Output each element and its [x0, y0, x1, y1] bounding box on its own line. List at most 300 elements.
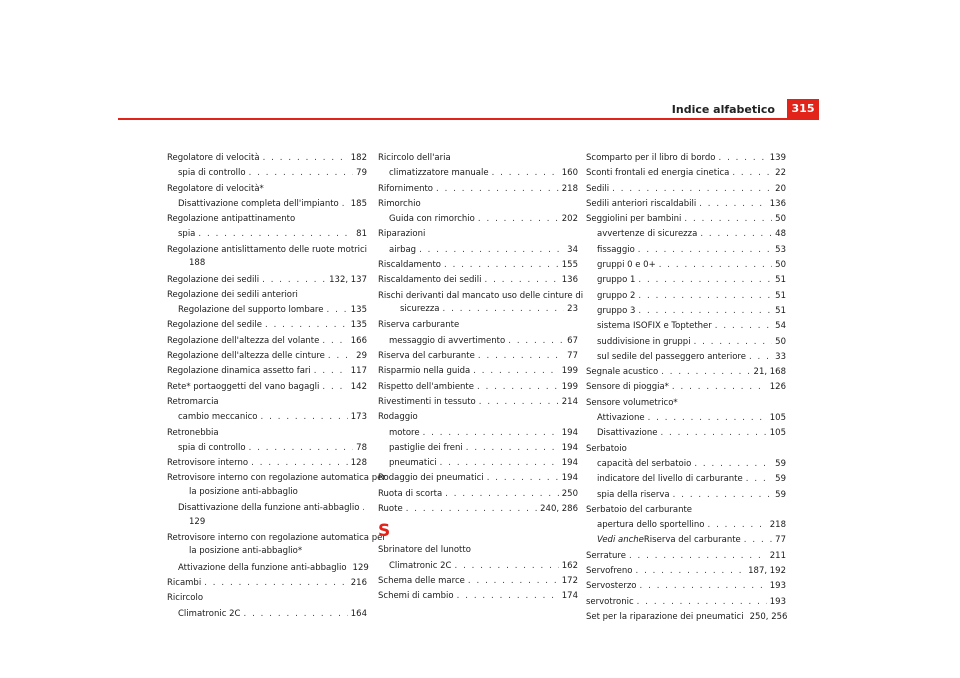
dot-leader — [749, 350, 772, 365]
dot-leader — [322, 380, 347, 395]
index-entry — [586, 166, 786, 181]
index-entry — [378, 574, 578, 589]
index-page-ref: 53 — [775, 244, 786, 255]
page-title: Indice alfabetico — [671, 103, 775, 116]
index-entry-continuation-text: la posizione anti-abbaglio* — [189, 546, 303, 557]
index-entry-text: Rivestimenti in tessuto — [378, 396, 476, 407]
dot-leader — [508, 334, 564, 349]
index-entry-continuation — [167, 258, 367, 273]
index-entry-text: Ricircolo — [167, 593, 204, 604]
index-entry-line — [586, 380, 786, 395]
index-entry-line — [378, 559, 578, 574]
dot-leader — [715, 319, 772, 334]
index-subentry — [586, 258, 786, 273]
index-entry — [378, 543, 578, 558]
index-entry-text: Seggiolini per bambini — [586, 214, 682, 225]
index-entry-text: Scomparto per il libro di bordo — [586, 153, 716, 163]
index-entry-text: Retrovisore interno con regolazione automatica per — [167, 533, 386, 544]
dot-leader — [263, 151, 348, 166]
index-subentry — [586, 533, 786, 548]
index-entry — [378, 395, 578, 410]
index-entry-text: spia — [178, 229, 196, 240]
index-entry-text: Disattivazione — [597, 428, 658, 439]
index-entry-line — [378, 166, 578, 181]
index-entry-text: Riserva del carburante — [378, 351, 475, 362]
index-entry-text: Regolatore di velocità — [167, 153, 260, 163]
index-entry-text: messaggio di avvertimento — [389, 335, 506, 346]
dot-leader — [612, 182, 772, 197]
index-page-ref: 105 — [769, 428, 786, 439]
index-page-ref: 218 — [561, 183, 578, 194]
index-entry-text: Retrovisore interno — [167, 458, 249, 469]
index-page-ref: 59 — [775, 489, 786, 500]
dot-leader — [638, 289, 772, 304]
index-entry-line — [167, 426, 367, 441]
index-entry-text: indicatore del livello di carburante — [597, 474, 743, 485]
index-entry — [586, 549, 786, 564]
index-entry — [586, 365, 786, 380]
dot-leader — [744, 533, 772, 548]
index-entry-line — [586, 273, 786, 288]
index-subentry — [586, 304, 786, 319]
dot-leader — [659, 258, 772, 273]
index-subentry — [586, 289, 786, 304]
index-entry — [378, 349, 578, 364]
index-entry-line — [167, 456, 367, 471]
index-entry-continuation — [167, 546, 367, 561]
dot-leader — [342, 197, 348, 212]
index-entry-line — [167, 227, 367, 242]
index-entry — [378, 364, 578, 379]
dot-leader — [635, 564, 745, 579]
index-entry-line — [167, 441, 367, 456]
index-entry-text: Regolazione dei sedili — [167, 274, 260, 285]
index-entry — [586, 442, 786, 457]
dot-leader — [478, 212, 559, 227]
index-page-ref: 194 — [561, 473, 578, 484]
index-entry-text: Ruota di scorta — [378, 488, 443, 499]
index-subentry — [167, 410, 367, 425]
index-page-ref: 50 — [775, 260, 786, 271]
index-entry-line — [167, 273, 367, 288]
index-subentry — [167, 501, 367, 531]
index-entry-text: Retrovisore interno con regolazione automatica per — [167, 473, 386, 484]
index-entry-text: spia di controllo — [178, 168, 246, 179]
index-entry-text: Regolatore di velocità* — [167, 183, 264, 194]
index-entry-text: Sensore di pioggia* — [586, 382, 669, 393]
index-entry-text: apertura dello sportellino — [597, 520, 705, 531]
dot-leader — [466, 441, 559, 456]
index-entry — [586, 610, 786, 625]
index-entry — [586, 151, 786, 166]
index-entry-line — [586, 227, 786, 242]
index-subentry — [378, 243, 578, 258]
index-entry-text: Riserva del carburante — [643, 535, 741, 546]
index-entry-line — [378, 197, 578, 212]
dot-leader — [243, 607, 347, 622]
index-entry-line — [167, 471, 386, 486]
dot-leader — [660, 426, 766, 441]
dot-leader — [249, 441, 354, 456]
index-entry-line — [378, 543, 578, 558]
index-entry — [167, 380, 367, 395]
index-page-ref: 194 — [561, 427, 578, 438]
index-entry-line — [586, 212, 786, 227]
index-page-ref: 34 — [567, 244, 578, 255]
index-entry — [167, 243, 367, 273]
index-entry — [167, 334, 367, 349]
dot-leader — [492, 166, 559, 181]
index-page-ref: 20 — [775, 183, 786, 194]
dot-leader — [457, 589, 559, 604]
index-entry-text: Riscaldamento — [378, 260, 441, 271]
index-page-ref: 51 — [775, 275, 786, 286]
index-entry-line — [586, 258, 786, 273]
index-page-ref: 211 — [769, 550, 786, 561]
index-entry-line — [586, 549, 786, 564]
index-entry-line — [167, 197, 367, 212]
index-entry-line — [378, 273, 578, 288]
index-entry-text: Regolazione del supporto lombare — [178, 305, 324, 316]
index-entry-text: Risparmio nella guida — [378, 366, 471, 377]
index-entry-text: Ricircolo dell'aria — [378, 153, 451, 163]
index-entry-line — [586, 304, 786, 319]
index-entry-text: airbag — [389, 244, 417, 255]
index-entry-text: Rodaggio — [378, 412, 418, 423]
dot-leader — [640, 579, 767, 594]
dot-leader — [694, 457, 772, 472]
index-entry — [167, 576, 367, 591]
dot-leader — [487, 471, 559, 486]
index-page-ref: 199 — [561, 366, 578, 377]
index-entry — [378, 197, 578, 212]
index-entry-text: gruppo 1 — [597, 275, 636, 286]
index-entry — [378, 471, 578, 486]
index-page-ref: 250, 256 — [749, 611, 788, 622]
index-entry-line — [378, 289, 584, 304]
index-entry-line — [586, 518, 786, 533]
index-entry-line — [378, 212, 578, 227]
index-entry-text: Regolazione antislittamento delle ruote motrici — [167, 244, 368, 255]
index-page-ref: 214 — [561, 396, 578, 407]
index-page-ref: 187, 192 — [748, 566, 786, 577]
index-entry-text: Retromarcia — [167, 396, 219, 407]
index-entry-line — [167, 395, 367, 410]
index-page-ref: 50 — [775, 214, 786, 225]
index-column-2 — [378, 151, 584, 605]
index-entry — [167, 364, 367, 379]
index-entry — [378, 227, 578, 242]
index-page-ref: 21, 168 — [753, 367, 786, 378]
index-page-ref: 194 — [561, 458, 578, 469]
index-entry-text: Disattivazione della funzione anti-abbaglio — [178, 503, 360, 514]
dot-leader — [684, 212, 772, 227]
dot-leader — [638, 273, 772, 288]
index-entry — [586, 380, 786, 395]
index-subentry — [378, 456, 578, 471]
index-entry-line — [586, 503, 786, 518]
index-entry-line — [167, 212, 367, 227]
header-rule — [118, 118, 819, 120]
index-entry-text: Sensore volumetrico* — [586, 397, 678, 408]
index-page-ref: 155 — [561, 260, 578, 271]
index-column-3 — [586, 151, 786, 625]
index-entry-text: Climatronic 2C — [389, 560, 452, 571]
index-entry — [586, 212, 786, 227]
dot-leader — [718, 151, 766, 166]
index-entry — [167, 273, 367, 288]
dot-leader — [485, 273, 559, 288]
index-entry — [167, 531, 386, 561]
index-entry-text: Segnale acustico — [586, 367, 659, 378]
index-page-ref: 129 — [352, 562, 369, 573]
index-subentry — [586, 472, 786, 487]
index-page-ref: 202 — [561, 214, 578, 225]
index-entry-line — [586, 197, 786, 212]
dot-leader — [443, 304, 565, 315]
dot-leader — [436, 182, 559, 197]
index-entry-text: Servosterzo — [586, 581, 637, 592]
index-page-ref: 23 — [567, 303, 578, 314]
index-page-ref: 128 — [350, 458, 367, 469]
index-entry-text: spia della riserva — [597, 489, 670, 500]
index-entry-text: Regolazione dell'altezza delle cinture — [167, 351, 325, 362]
index-page-ref: 185 — [350, 198, 367, 209]
dot-leader — [648, 411, 767, 426]
index-entry-line — [586, 151, 786, 166]
index-entry — [586, 197, 786, 212]
index-page-ref: 77 — [775, 535, 786, 546]
index-page-ref: 132, 137 — [329, 274, 367, 285]
dot-leader — [322, 334, 347, 349]
index-entry-line — [167, 182, 367, 197]
index-page-ref: 199 — [561, 381, 578, 392]
index-entry-line — [167, 607, 367, 622]
index-entry-continuation-text: la posizione anti-abbaglio — [189, 486, 298, 497]
index-entry — [167, 395, 367, 410]
index-subentry — [378, 559, 578, 574]
index-page-ref: 79 — [356, 168, 367, 179]
index-subentry — [586, 518, 786, 533]
dot-leader — [249, 166, 354, 181]
dot-leader — [673, 488, 773, 503]
dot-leader — [694, 335, 773, 350]
index-page-ref: 105 — [769, 413, 786, 424]
index-subentry — [586, 319, 786, 334]
index-entry — [586, 579, 786, 594]
index-page-ref: 193 — [769, 596, 786, 607]
index-entry-text: Rete* portaoggetti del vano bagagli — [167, 381, 320, 392]
dot-leader — [707, 518, 766, 533]
index-entry-text: motore — [389, 427, 420, 438]
index-entry-text: Schema delle marce — [378, 575, 465, 586]
index-subentry — [586, 457, 786, 472]
index-entry-line — [586, 610, 786, 625]
index-entry-line — [167, 576, 367, 591]
index-page-ref: 29 — [356, 351, 367, 362]
index-page-ref: 240, 286 — [540, 504, 578, 515]
index-entry-text: suddivisione in gruppi — [597, 336, 691, 347]
index-entry-line — [586, 289, 786, 304]
index-entry — [586, 503, 786, 518]
index-entry-line — [378, 410, 578, 425]
index-entry-text: gruppo 3 — [597, 305, 636, 316]
index-entry-line — [378, 349, 578, 364]
index-page-ref: 218 — [769, 520, 786, 531]
index-entry-continuation — [167, 487, 367, 502]
index-entry-text: Regolazione dinamica assetto fari — [167, 366, 311, 377]
index-entry — [378, 589, 578, 604]
index-entry-line — [586, 411, 786, 426]
index-entry-line — [586, 396, 786, 411]
index-entry-line — [586, 564, 786, 579]
dot-leader — [261, 410, 348, 425]
index-entry-line — [586, 182, 786, 197]
index-page-ref: 135 — [350, 305, 367, 316]
index-subentry — [586, 335, 786, 350]
index-entry-text: Sedili anteriori riscaldabili — [586, 198, 697, 209]
index-entry — [586, 595, 786, 610]
dot-leader — [406, 502, 537, 517]
index-page-ref: 162 — [561, 560, 578, 571]
index-entry-line — [586, 472, 786, 487]
index-entry-text: Serbatoio del carburante — [586, 504, 693, 515]
dot-leader — [454, 559, 558, 574]
index-entry-line — [586, 595, 786, 610]
index-entry-line — [586, 426, 786, 441]
index-entry — [378, 182, 578, 197]
dot-leader — [204, 576, 348, 591]
index-subentry — [586, 227, 786, 242]
see-also-label: Vedi anche — [597, 535, 644, 546]
dot-leader — [445, 487, 559, 502]
index-entry-text: Regolazione del sedile — [167, 320, 262, 331]
dot-leader — [638, 304, 772, 319]
index-subentry — [586, 488, 786, 503]
index-entry-line — [167, 501, 367, 516]
dot-leader — [265, 318, 348, 333]
index-entry-line — [378, 182, 578, 197]
index-entry-line — [378, 380, 578, 395]
index-entry-text: Rispetto dell'ambiente — [378, 381, 474, 392]
index-entry-line — [586, 243, 786, 258]
index-entry-text: sul sedile del passeggero anteriore — [597, 351, 746, 362]
index-subentry — [167, 197, 367, 212]
index-entry-line — [586, 488, 786, 503]
index-subentry — [167, 441, 367, 456]
index-page-ref: 81 — [356, 229, 367, 240]
index-page-ref: 250 — [561, 488, 578, 499]
index-page-ref: 33 — [775, 351, 786, 362]
index-subentry — [586, 243, 786, 258]
index-entry-line — [167, 166, 367, 181]
index-entry-line — [167, 561, 367, 576]
index-page-ref: 78 — [356, 442, 367, 453]
index-subentry — [378, 212, 578, 227]
index-entry-text: Sedili — [586, 183, 610, 194]
index-entry-line — [586, 335, 786, 350]
index-page-ref: 126 — [769, 382, 786, 393]
index-entry-line — [378, 502, 578, 517]
index-entry-line — [167, 318, 367, 333]
index-entry-continuation — [378, 304, 578, 319]
index-entry-line — [167, 380, 367, 395]
index-subentry — [378, 441, 578, 456]
index-page-ref: 117 — [350, 366, 367, 377]
index-entry-text: sistema ISOFIX e Toptether — [597, 321, 712, 332]
index-entry-line — [586, 166, 786, 181]
index-entry-line — [167, 531, 386, 546]
index-entry-text: Climatronic 2C — [178, 608, 241, 619]
dot-leader — [479, 395, 559, 410]
index-subentry — [167, 561, 367, 576]
index-page-ref: 142 — [350, 381, 367, 392]
index-entry-continuation — [167, 517, 367, 532]
index-column-1 — [167, 151, 386, 622]
index-entry — [167, 456, 367, 471]
index-entry-line — [167, 334, 367, 349]
dot-leader — [251, 456, 348, 471]
index-entry-text: Set per la riparazione dei pneumatici — [586, 611, 744, 622]
index-subentry — [586, 426, 786, 441]
index-entry-line — [378, 589, 578, 604]
index-page-ref: 174 — [561, 591, 578, 602]
index-page-ref: 193 — [769, 581, 786, 592]
dot-leader — [198, 227, 353, 242]
index-entry-line — [378, 243, 578, 258]
index-entry — [167, 349, 367, 364]
index-entry-line — [167, 410, 367, 425]
index-entry-line — [378, 364, 578, 379]
index-page-ref: 22 — [775, 168, 786, 179]
index-entry-line — [167, 364, 367, 379]
index-page-ref: 216 — [350, 578, 367, 589]
index-entry — [167, 182, 367, 197]
index-entry-line — [167, 288, 367, 303]
index-entry-continuation-text: sicurezza — [400, 303, 440, 314]
index-entry-line — [378, 318, 578, 333]
index-entry-text: Regolazione antipattinamento — [167, 214, 296, 225]
index-entry-line — [378, 395, 578, 410]
dot-leader — [699, 197, 767, 212]
index-entry-line — [378, 334, 578, 349]
dot-leader — [638, 243, 772, 258]
dot-leader — [672, 380, 767, 395]
index-entry-text: cambio meccanico — [178, 412, 258, 423]
dot-leader — [444, 258, 559, 273]
index-entry-text: pneumatici — [389, 458, 437, 469]
dot-leader — [328, 349, 353, 364]
index-entry-text: Riparazioni — [378, 229, 426, 240]
index-subentry — [586, 411, 786, 426]
dot-leader — [637, 595, 767, 610]
index-page-ref: 182 — [350, 153, 367, 163]
index-subentry — [378, 426, 578, 441]
index-page-ref: 135 — [350, 320, 367, 331]
index-entry-text: gruppi 0 e 0+ — [597, 260, 656, 271]
index-subentry — [378, 166, 578, 181]
index-entry — [167, 591, 367, 606]
index-entry-text: Riscaldamento dei sedili — [378, 275, 482, 286]
index-entry-text: Servofreno — [586, 566, 633, 577]
index-page-ref: 172 — [561, 575, 578, 586]
index-entry — [167, 318, 367, 333]
dot-leader — [661, 365, 750, 380]
index-entry-line — [378, 471, 578, 486]
index-entry-text: Ricambi — [167, 578, 202, 589]
index-entry-line — [378, 426, 578, 441]
index-entry-text: Disattivazione completa dell'impianto — [178, 198, 339, 209]
